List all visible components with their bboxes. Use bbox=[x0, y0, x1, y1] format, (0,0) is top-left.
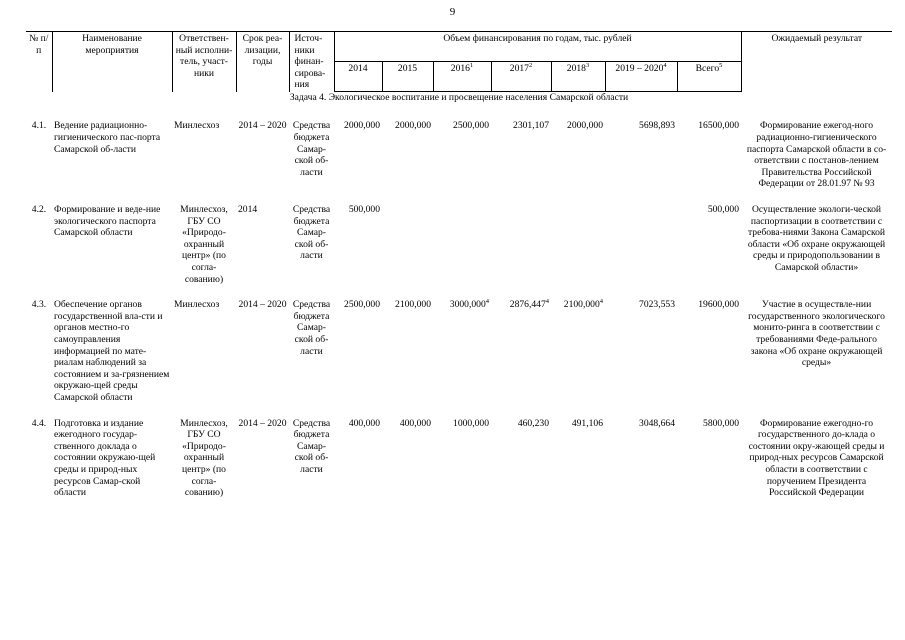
row-term: 2014 – 2020 bbox=[238, 417, 287, 429]
table-row bbox=[26, 299, 892, 403]
funding-table bbox=[26, 31, 892, 499]
header-funding: Объем финансирования по годам, тыс. рублей bbox=[334, 32, 741, 62]
page-number: 9 bbox=[449, 6, 456, 18]
header-total: Всего$^5$ bbox=[677, 62, 741, 92]
value-2014: 2500,000 bbox=[344, 299, 380, 311]
header-year-2017: 2017$^2$ bbox=[491, 62, 551, 92]
header-year-2016: 2016$^1$ bbox=[433, 62, 491, 92]
value-2015 bbox=[382, 204, 433, 285]
header-year-2014: 2014 bbox=[334, 62, 382, 92]
row-result: Формирование ежегодно-го государственного до-клада о состоянии окру-жающей среды и природ-ных ресурсов Самарской области в соответствии с поручением Президента Российской Федерации bbox=[748, 417, 885, 499]
table-row bbox=[26, 120, 892, 190]
header-result: Ожидаемый результат bbox=[741, 32, 892, 92]
value-2016: 2500,000 bbox=[453, 120, 489, 132]
row-responsible: Минлесхоз bbox=[174, 299, 220, 311]
row-responsible: Минлесхоз, ГБУ СО «Природо-охранный центр» (по согла-сованию) bbox=[180, 204, 228, 285]
value-2016 bbox=[433, 204, 491, 285]
row-result: Участие в осуществле-нии государственного экологического монито-ринга в соответствии с требованиями Феде-рального закона «Об охране окружающей среды» bbox=[748, 299, 885, 369]
value-2019-2020: 3048,664 bbox=[639, 417, 675, 429]
value-2015: 400,000 bbox=[399, 417, 431, 429]
value-2018 bbox=[551, 204, 605, 285]
header-responsible: Ответствен-ный исполни-тель, участ-ники bbox=[172, 32, 236, 92]
value-2017: 2301,107 bbox=[513, 120, 549, 132]
header-year-2015: 2015 bbox=[382, 62, 433, 92]
header-source: Источ-ники финан-сирова-ния bbox=[289, 32, 334, 92]
header-term: Срок реа-лизации, годы bbox=[236, 32, 289, 92]
row-name: Подготовка и издание ежегодного государ-ственного доклада о состоянии окружаю-щей среды и природ-ных ресурсов Самар-ской области bbox=[54, 417, 156, 499]
row-source: Средства бюджета Самар-ской об-ласти bbox=[292, 120, 331, 178]
value-2019-2020 bbox=[605, 204, 677, 285]
row-result: Осуществление экологи-ческой паспортизации в соответствии с требова-ниями Закона Самарской области «Об охране окружающей среды и природопользовании в Самарской области» bbox=[747, 204, 886, 273]
value-2017 bbox=[491, 204, 551, 285]
header-name: Наименование мероприятия bbox=[52, 32, 172, 92]
value-2016: 1000,000 bbox=[453, 417, 489, 429]
value-2017: 2876,447$^4$ bbox=[509, 298, 549, 311]
value-2015: 2100,000 bbox=[395, 299, 431, 311]
row-number: 4.2. bbox=[31, 204, 47, 216]
value-2015: 2000,000 bbox=[395, 120, 431, 132]
row-result: Формирование ежегод-ного радиационно-гигиенического паспорта Самарской области в со-ответствии с постанов-лением Правительства Российской Федерации от 28.01.97 № 93 bbox=[746, 120, 887, 190]
row-number: 4.3. bbox=[31, 299, 47, 311]
header-year-2019-2020: 2019 – 2020$^4$ bbox=[605, 62, 677, 92]
value-2019-2020: 5698,893 bbox=[639, 120, 675, 132]
value-total: 500,000 bbox=[707, 204, 740, 216]
value-2018: 491,106 bbox=[571, 417, 603, 429]
table-row bbox=[26, 418, 892, 499]
value-2014: 2000,000 bbox=[344, 120, 380, 132]
table-row bbox=[26, 204, 892, 285]
row-number: 4.1. bbox=[31, 120, 47, 132]
header-num: № п/п bbox=[26, 32, 52, 92]
task-title: Задача 4. Экологическое воспитание и просвещение населения Самарской области bbox=[289, 92, 629, 104]
value-2017: 460,230 bbox=[517, 417, 549, 429]
value-2019-2020: 7023,553 bbox=[639, 299, 675, 311]
row-term: 2014 – 2020 bbox=[238, 120, 287, 132]
row-term: 2014 bbox=[238, 204, 258, 216]
value-2014: 500,000 bbox=[348, 204, 380, 216]
row-term: 2014 – 2020 bbox=[238, 299, 287, 311]
row-name: Формирование и веде-ние экологического паспорта Самарской области bbox=[54, 204, 161, 239]
value-2014: 400,000 bbox=[348, 417, 380, 429]
row-responsible: Минлесхоз bbox=[174, 120, 220, 132]
value-2016: 3000,000$^4$ bbox=[449, 298, 489, 311]
value-total: 16500,000 bbox=[698, 120, 740, 132]
value-total: 5800,000 bbox=[703, 417, 740, 429]
row-name: Ведение радиационно-гигиенического пас-порта Самарской об-ласти bbox=[54, 120, 161, 155]
row-source: Средства бюджета Самар-ской об-ласти bbox=[292, 204, 331, 262]
row-name: Обеспечение органов государственной вла-сти и органов местно-го самоуправления информацией по мате-риалам наблюдений за состоянием и за-грязнением окружаю-щей среды Самарской области bbox=[54, 299, 170, 403]
value-total: 19600,000 bbox=[698, 299, 740, 311]
value-2018: 2000,000 bbox=[567, 120, 603, 132]
row-number: 4.4. bbox=[31, 417, 47, 429]
row-responsible: Минлесхоз, ГБУ СО «Природо-охранный центр» (по согла-сованию) bbox=[180, 417, 228, 499]
value-2018: 2100,000$^4$ bbox=[563, 298, 603, 311]
row-source: Средства бюджета Самар-ской об-ласти bbox=[292, 417, 331, 475]
header-year-2018: 2018$^3$ bbox=[551, 62, 605, 92]
row-source: Средства бюджета Самар-ской об-ласти bbox=[292, 299, 331, 357]
